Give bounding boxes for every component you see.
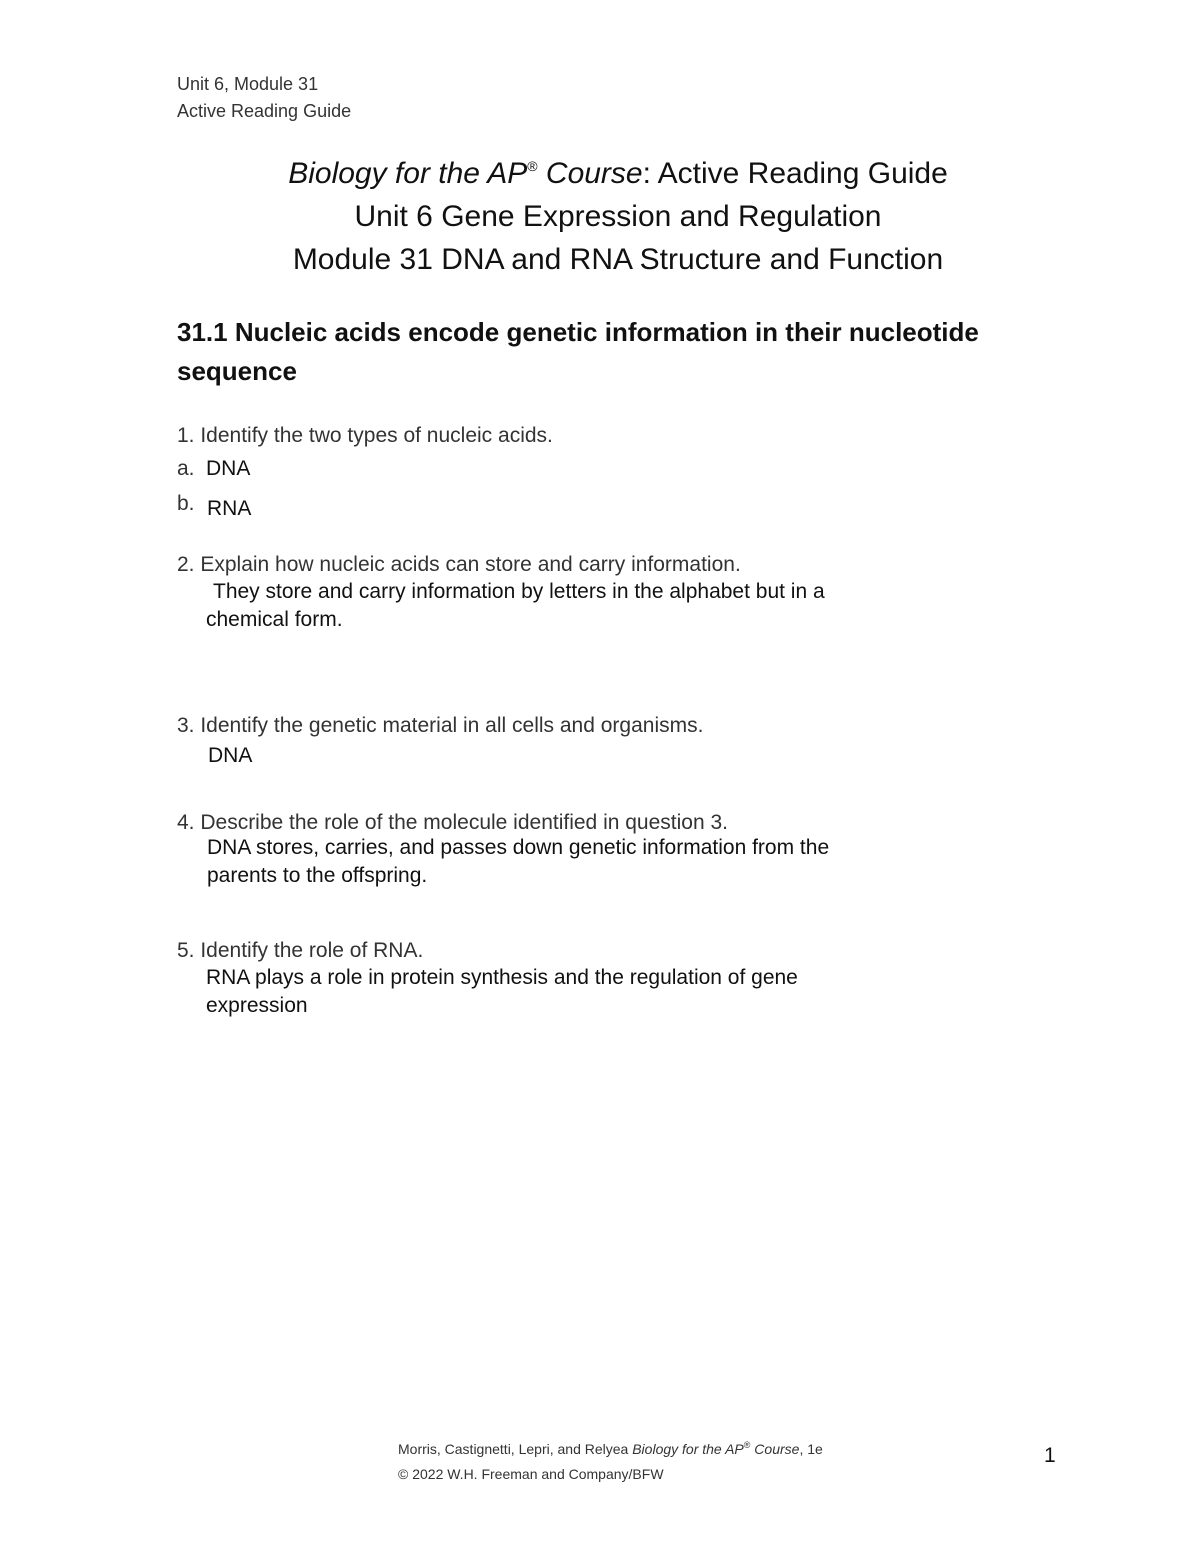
- question-4-prompt: 4. Describe the role of the molecule identified in question 3.: [177, 811, 728, 834]
- question-1-answer-a: DNA: [206, 457, 251, 480]
- question-1-label-b: b.: [177, 492, 195, 515]
- footer-edition: , 1e: [799, 1441, 823, 1457]
- question-2-prompt: 2. Explain how nucleic acids can store and carry information.: [177, 553, 741, 576]
- footer-reg-mark: ®: [743, 1440, 751, 1450]
- question-4-answer-line2: parents to the offspring.: [207, 864, 428, 887]
- question-5-answer-line1: RNA plays a role in protein synthesis and the regulation of gene: [206, 966, 798, 989]
- question-3-answer: DNA: [208, 744, 253, 767]
- question-1-prompt: 1. Identify the two types of nucleic acids.: [177, 424, 553, 447]
- question-5-prompt: 5. Identify the role of RNA.: [177, 939, 424, 962]
- footer-citation: [398, 1441, 823, 1457]
- footer-book-name-end: Course: [750, 1441, 800, 1457]
- header-unit-module: Unit 6, Module 31: [177, 74, 319, 94]
- unit-title: Unit 6 Gene Expression and Regulation: [354, 200, 882, 233]
- question-1-label-a: a.: [177, 457, 195, 480]
- question-4-answer-line1: DNA stores, carries, and passes down genetic information from the: [207, 836, 830, 859]
- question-3-prompt: 3. Identify the genetic material in all cells and organisms.: [177, 714, 704, 737]
- page-number: 1: [1044, 1444, 1056, 1467]
- page-title: [0, 157, 1200, 191]
- footer-copyright: © 2022 W.H. Freeman and Company/BFW: [398, 1466, 664, 1482]
- title-reg-mark: ®: [527, 158, 538, 174]
- question-1-answer-b: RNA: [207, 497, 252, 520]
- question-2-answer-line2: chemical form.: [206, 608, 343, 631]
- title-rest: : Active Reading Guide: [642, 157, 948, 190]
- header-guide-label: Active Reading Guide: [177, 101, 352, 121]
- section-heading-cont: sequence: [177, 356, 297, 386]
- title-book-name: Biology for the AP: [288, 157, 528, 190]
- module-title: Module 31 DNA and RNA Structure and Function: [292, 243, 944, 276]
- question-5-answer-line2: expression: [206, 994, 308, 1017]
- section-heading: 31.1 Nucleic acids encode genetic information in their nucleotide: [177, 317, 979, 347]
- question-2-answer-line1: They store and carry information by letters in the alphabet but in a: [213, 580, 825, 603]
- title-book-name-end: Course: [537, 157, 643, 190]
- footer-book-name: Biology for the AP: [632, 1441, 744, 1457]
- footer-authors: Morris, Castignetti, Lepri, and Relyea: [398, 1441, 633, 1457]
